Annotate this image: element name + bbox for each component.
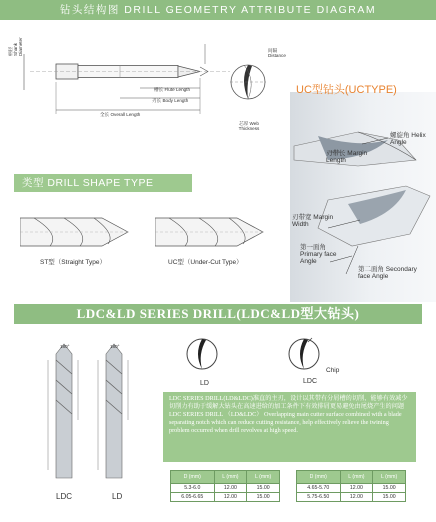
table-row — [171, 493, 280, 502]
table-header: L (mm) — [247, 471, 280, 484]
ld-drill-label: LD — [112, 492, 123, 501]
table-cell: 5.3-6.0 — [171, 484, 215, 493]
table-cell: 15.00 — [247, 484, 280, 493]
helix-angle-label: 螺旋角 Helix Angle — [390, 132, 426, 146]
straight-type-caption: ST型（Straight Type） — [40, 259, 106, 266]
table-header: L (mm) — [373, 471, 406, 484]
margin-length-label: 刃带长 Margin Length — [326, 150, 368, 164]
overall-length-label: 全长 Overall Length — [100, 112, 141, 117]
ldc-series-title: LDC&LD SERIES DRILL(LDC&LD型大钻头) — [14, 304, 422, 324]
drill-shape-title: 类型 DRILL SHAPE TYPE — [14, 174, 192, 192]
ldc-description-cn: LDC SERIES DRILL(LD&LDC)准直的主刃，设计以其带有分屑槽的切削，能够有效减少切削力有助于缓解大钻头在高速进给的加工条件下有效排屑更易避免由尾烧产生的问题 — [169, 395, 408, 410]
straight-type-drill — [20, 212, 130, 252]
table-cell: 12.00 — [214, 484, 247, 493]
table-cell: 4.65-5.70 — [297, 484, 341, 493]
page-title: 钻头结构图 DRILL GEOMETRY ATTRIBUTE DIAGRAM — [0, 0, 436, 20]
ld-angle-label: 180° — [110, 344, 120, 349]
ld-cross-label: LD — [200, 380, 209, 387]
table-cell: 12.00 — [340, 484, 373, 493]
spec-table-left — [170, 470, 280, 502]
table-cell: 12.00 — [214, 493, 247, 502]
primary-face-angle-label: 第一面角 Primary face Angle — [300, 244, 337, 265]
table-header: L (mm) — [214, 471, 247, 484]
margin-width-label: 刃带宽 Margin Width — [292, 214, 334, 228]
web-thickness-label: 芯厚 Web Thickness — [238, 121, 260, 131]
table-row — [297, 484, 406, 493]
table-row — [171, 484, 280, 493]
ldc-description-en: LDC SERIES DRILL （LD&LDC） Overlapping main cutter surface combined with a blade separating notch which can reduce cutting resistance, help effectively relieve the twining problem occurred when drill revolves at high speed. — [169, 411, 402, 434]
body-length-label: 刃长 Body Length — [152, 98, 189, 103]
chip-label: Chip — [326, 367, 340, 374]
cross-section-views — [186, 334, 326, 374]
undercut-type-caption: UC型（Under-Cut Type） — [168, 259, 243, 266]
table-header: D (mm) — [297, 471, 341, 484]
ldc-description — [163, 392, 416, 462]
shank-diameter-label: 柄径 Shank Diameter — [8, 37, 23, 56]
table-row — [297, 493, 406, 502]
ldc-cross-label: LDC — [303, 378, 318, 385]
table-cell: 15.00 — [247, 493, 280, 502]
ldc-angle-label: 180° — [60, 344, 70, 349]
uc-type-title: UC型钻头(UCTYPE) — [296, 84, 397, 96]
table-cell: 6.05-6.65 — [171, 493, 215, 502]
secondary-face-angle-label: 第二面角 Secondary face Angle — [358, 266, 417, 280]
spec-table-right — [296, 470, 406, 502]
ldc-drill-label: LDC — [56, 492, 73, 501]
table-header: L (mm) — [340, 471, 373, 484]
ldc-ld-drill-illustration — [34, 340, 144, 490]
undercut-type-drill — [155, 212, 265, 252]
table-cell: 12.00 — [340, 493, 373, 502]
table-cell: 15.00 — [373, 493, 406, 502]
table-header: D (mm) — [171, 471, 215, 484]
flute-length-label: 槽长 Flute Length — [154, 87, 191, 92]
table-cell: 5.75-6.50 — [297, 493, 341, 502]
table-cell: 15.00 — [373, 484, 406, 493]
distance-label: 间隔 Distance — [268, 48, 286, 58]
